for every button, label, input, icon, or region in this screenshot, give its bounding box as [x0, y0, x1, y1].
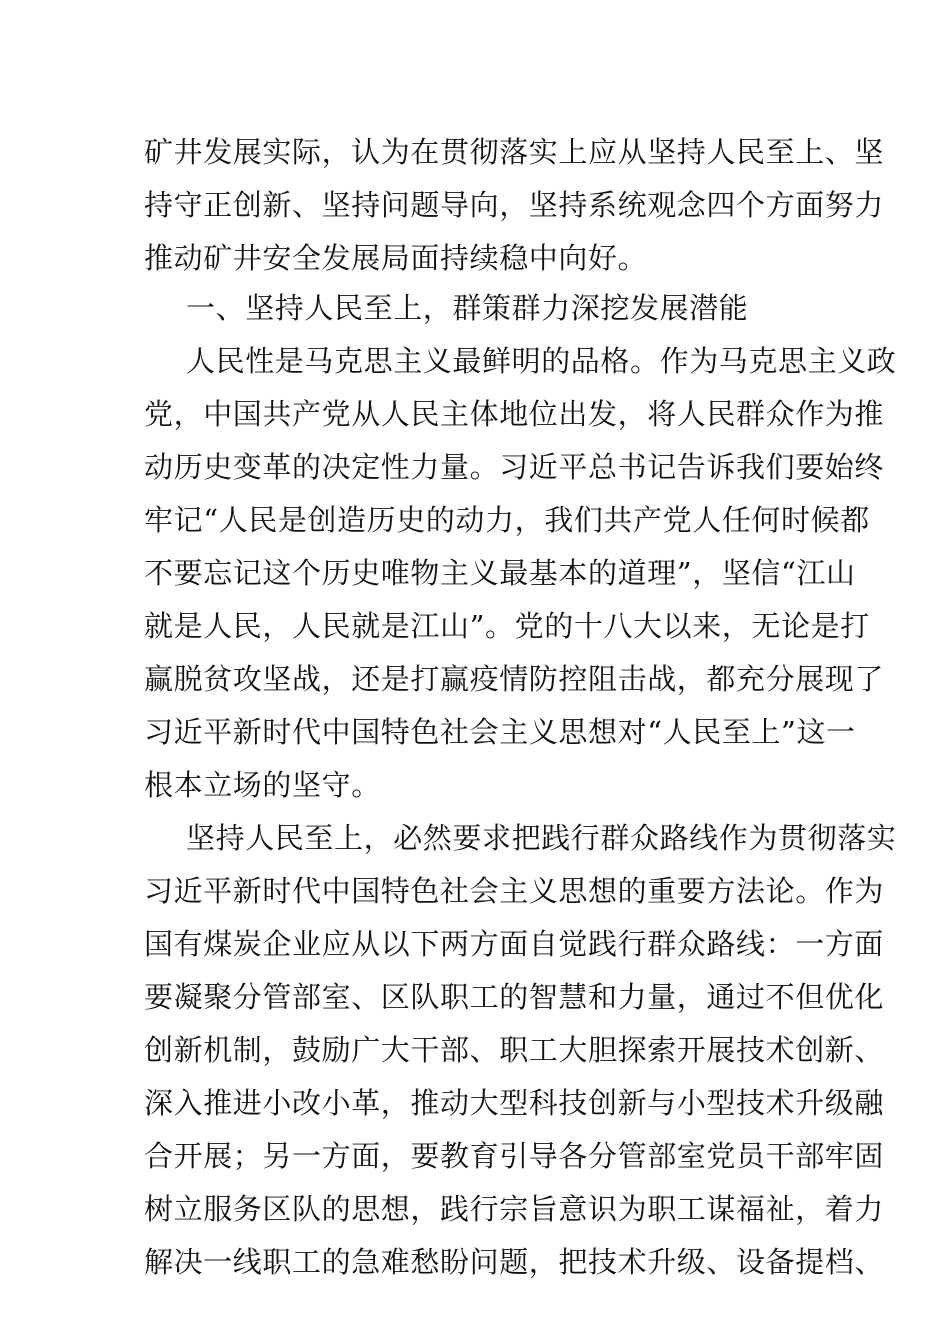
- text-line: 要凝聚分管部室、区队职工的智慧和力量，通过不但优化: [144, 980, 885, 1014]
- text-line: 坚持人民至上，必然要求把践行群众路线作为贯彻落实: [186, 821, 897, 855]
- text-line: 创新机制，鼓励广大干部、职工大胆探索开展技术创新、: [144, 1033, 885, 1067]
- text-line: 树立服务区队的思想，践行宗旨意识为职工谋福祉，着力: [144, 1192, 885, 1226]
- text-line: 牢记“人民是创造历史的动力，我们共产党人任何时候都: [144, 503, 870, 537]
- text-line: 矿井发展实际，认为在贯彻落实上应从坚持人民至上、坚: [144, 135, 885, 169]
- text-line: 国有煤炭企业应从以下两方面自觉践行群众路线：一方面: [144, 927, 885, 961]
- text-line: 习近平新时代中国特色社会主义思想的重要方法论。作为: [144, 874, 885, 908]
- text-line: 人民性是马克思主义最鲜明的品格。作为马克思主义政: [186, 344, 897, 378]
- text-line: 持守正创新、坚持问题导向，坚持系统观念四个方面努力: [144, 188, 885, 222]
- text-line: 习近平新时代中国特色社会主义思想对“人民至上”这一: [144, 715, 856, 749]
- text-line: 动历史变革的决定性力量。习近平总书记告诉我们要始终: [144, 450, 885, 484]
- text-line: 就是人民，人民就是江山”。党的十八大以来，无论是打: [144, 609, 870, 643]
- text-line: 不要忘记这个历史唯物主义最基本的道理”，坚信“江山: [144, 556, 856, 590]
- text-line: 党，中国共产党从人民主体地位出发，将人民群众作为推: [144, 397, 885, 431]
- text-line: 赢脱贫攻坚战，还是打赢疫情防控阻击战，都充分展现了: [144, 662, 885, 696]
- text-line: 深入推进小改小革，推动大型科技创新与小型技术升级融: [144, 1086, 885, 1120]
- section-heading: 一、坚持人民至上，群策群力深挖发展潜能: [186, 291, 749, 325]
- text-line: 解决一线职工的急难愁盼问题，把技术升级、设备提档、: [144, 1245, 885, 1279]
- text-line: 合开展；另一方面，要教育引导各分管部室党员干部牢固: [144, 1139, 885, 1173]
- text-line: 推动矿井安全发展局面持续稳中向好。: [144, 241, 648, 275]
- text-line: 根本立场的坚守。: [144, 768, 381, 802]
